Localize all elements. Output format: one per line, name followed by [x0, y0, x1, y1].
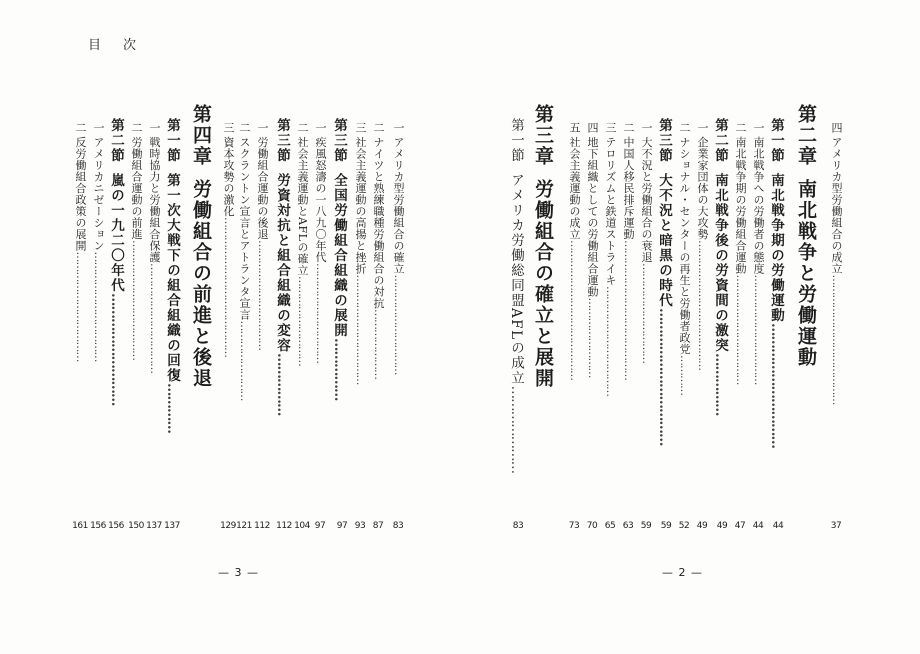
- entry-number: 二: [296, 122, 309, 134]
- entry-title: 労働組合運動の前進: [130, 136, 143, 240]
- toc-section: 第三節全国労働組合組織の展開……………: [331, 118, 347, 401]
- entry-title: 社会主義運動の成立: [568, 136, 581, 240]
- section-number: 第一節: [164, 118, 180, 163]
- section-number: 第二節: [108, 118, 124, 163]
- toc-entry: 一大不況と労働組合の衰退…………………………: [640, 122, 653, 363]
- page-number: 150: [128, 521, 144, 531]
- toc-entry: 一疾風怒濤の一八九〇年代…………………………: [314, 122, 327, 363]
- page-number: 52: [678, 521, 690, 531]
- entry-number: 一: [696, 122, 709, 134]
- toc-entry: 二スクラントン宣言とアトランタ宣言……………………: [238, 122, 251, 401]
- section-number: 第二節: [712, 118, 728, 163]
- toc-entry: 三資本攻勢の激化……………………………………: [222, 122, 235, 357]
- page-number: 112: [254, 521, 270, 531]
- page-number: 49: [716, 521, 728, 531]
- toc-entry: 二社会主義運動とAFLの確立………………………: [296, 122, 309, 366]
- entry-number: 二: [372, 122, 385, 134]
- page-number: 97: [314, 521, 326, 531]
- entry-number: 二: [678, 122, 691, 134]
- page-number: 44: [772, 521, 784, 531]
- section-number: 第一節: [508, 118, 524, 163]
- chapter-heading: [190, 104, 212, 524]
- section-title: アメリカ労働総同盟AFLの成立: [508, 173, 524, 386]
- entry-title: テロリズムと鉄道ストライキ: [604, 136, 617, 286]
- page-number: 156: [90, 521, 106, 531]
- page-number: 129: [220, 521, 236, 531]
- section-number: 第三節: [274, 118, 290, 163]
- section-number: 第三節: [331, 118, 347, 163]
- page-header: 目次: [88, 38, 159, 53]
- toc-section: 第一節アメリカ労働総同盟AFLの成立…………………: [508, 118, 524, 474]
- section-title: 大不況と暗黒の時代: [656, 173, 672, 308]
- entry-title: 資本攻勢の激化: [222, 136, 235, 217]
- section-title: 全国労働組合組織の展開: [331, 173, 347, 338]
- page-number: 44: [752, 521, 764, 531]
- toc-entry: 一アメリカ型労働組合の確立…………………………: [392, 122, 405, 375]
- chapter-heading: [795, 104, 817, 524]
- entry-number: 五: [568, 122, 581, 134]
- toc-section: 第一節第一次大戦下の組合組織の回復…………: [164, 118, 180, 433]
- toc-section: 第二節南北戦争後の労資間の激突……………: [712, 118, 728, 416]
- toc-entry: 一南北戦争への労働者の態度……………………………: [752, 122, 765, 385]
- section-title: 嵐の一九二〇年代: [108, 173, 124, 293]
- page-number: 70: [586, 521, 598, 531]
- toc-entry: 二労働組合運動の前進………………………………: [130, 122, 143, 360]
- page-number: 47: [734, 521, 746, 531]
- entry-title: ナショナル・センターの再生と労働者政党: [678, 136, 691, 355]
- toc-entry: 二ナイツと熟練職種労働組合の対抗…………………: [372, 122, 385, 379]
- section-title: 南北戦争期の労働運動: [768, 173, 784, 323]
- page-number: 63: [622, 521, 634, 531]
- page-number: 121: [236, 521, 252, 531]
- section-title: 南北戦争後の労資間の激突: [712, 173, 728, 353]
- entry-title: 大不況と労働組合の衰退: [640, 136, 653, 263]
- toc-entry: 二ナショナル・センターの再生と労働者政党…………: [678, 122, 691, 395]
- entry-title: 企業家団体の大攻勢: [696, 136, 709, 240]
- page-folio: — 2 —: [662, 566, 703, 579]
- page-number: 83: [392, 521, 404, 531]
- section-title: 第一次大戦下の組合組織の回復: [164, 173, 180, 383]
- entry-number: 一: [256, 122, 269, 134]
- chapter-number: 第二章: [795, 104, 817, 167]
- entry-title: アメリカ型労働組合の成立: [830, 136, 843, 275]
- section-number: 第一節: [768, 118, 784, 163]
- toc-entry: 一労働組合運動の後退……………………………: [256, 122, 269, 350]
- page-number: 59: [640, 521, 652, 531]
- page-number: 83: [512, 521, 524, 531]
- entry-number: 二: [74, 122, 87, 134]
- entry-title: 疾風怒濤の一八九〇年代: [314, 136, 327, 263]
- chapter-title: 労働組合の確立と展開: [532, 179, 554, 389]
- entry-number: 一: [148, 122, 161, 134]
- page-number: 97: [336, 521, 348, 531]
- page-number: 37: [830, 521, 842, 531]
- toc-entry: 二中国人移民排斥運動……………………………………: [622, 122, 635, 380]
- entry-number: 一: [752, 122, 765, 134]
- toc-entry: 二南北戦争期の労働組合運動……………………………: [734, 122, 747, 385]
- toc-section: 第二節嵐の一九二〇年代………………………: [108, 118, 124, 406]
- page-number: 49: [696, 521, 708, 531]
- toc-entry: 三社会主義運動の高揚と挫折……………………………: [354, 122, 367, 385]
- page-number: 87: [372, 521, 384, 531]
- chapter-title: 労働組合の前進と後退: [190, 179, 212, 389]
- toc-entry: 五社会主義運動の成立……………………………………: [568, 122, 581, 380]
- toc-entry: 四地下組織としての労働組合運動……………………: [586, 122, 599, 378]
- entry-title: 社会主義運動の高揚と挫折: [354, 136, 367, 275]
- page-number: 93: [354, 521, 366, 531]
- entry-number: 四: [830, 122, 843, 134]
- entry-title: 中国人移民排斥運動: [622, 136, 635, 240]
- chapter-heading: [532, 104, 554, 524]
- entry-title: 社会主義運動とAFLの確立: [296, 136, 309, 276]
- entry-title: 南北戦争期の労働組合運動: [734, 136, 747, 275]
- toc-section: 第一節南北戦争期の労働運動…………………………: [768, 118, 784, 448]
- entry-number: 二: [622, 122, 635, 134]
- entry-number: 三: [222, 122, 235, 134]
- toc-entry: 一戦時協力と労働組合保護……………………………: [148, 122, 161, 373]
- entry-number: 一: [640, 122, 653, 134]
- chapter-number: 第四章: [190, 104, 212, 167]
- entry-title: 反労働組合政策の展開: [74, 136, 87, 252]
- entry-title: アメリカニゼーション: [92, 136, 105, 252]
- page-number: 104: [294, 521, 310, 531]
- toc-entry: 二反労働組合政策の展開……………………………: [74, 122, 87, 362]
- section-number: 第三節: [656, 118, 672, 163]
- toc-entry: 四アメリカ型労働組合の成立…………………………………: [830, 122, 843, 405]
- entry-title: 労働組合運動の後退: [256, 136, 269, 240]
- entry-number: 一: [92, 122, 105, 134]
- entry-number: 三: [604, 122, 617, 134]
- page-number: 112: [276, 521, 292, 531]
- toc-entry: 三テロリズムと鉄道ストライキ……………………………: [604, 122, 617, 396]
- page-number: 137: [164, 521, 180, 531]
- page-number: 59: [660, 521, 672, 531]
- page-number: 65: [604, 521, 616, 531]
- entry-title: スクラントン宣言とアトランタ宣言: [238, 136, 251, 321]
- entry-number: 二: [130, 122, 143, 134]
- entry-title: 地下組織としての労働組合運動: [586, 136, 599, 298]
- entry-title: アメリカ型労働組合の確立: [392, 136, 405, 275]
- toc-entry: 一アメリカニゼーション……………………………: [92, 122, 105, 362]
- entry-number: 一: [392, 122, 405, 134]
- chapter-number: 第三章: [532, 104, 554, 167]
- entry-number: 二: [734, 122, 747, 134]
- page-folio: — 3 —: [218, 566, 259, 579]
- page-number: 161: [72, 521, 88, 531]
- entry-title: 戦時協力と労働組合保護: [148, 136, 161, 263]
- toc-section: 第三節労資対抗と組合組織の変容……………: [274, 118, 290, 416]
- entry-number: 一: [314, 122, 327, 134]
- toc-section: 第三節大不況と暗黒の時代……………………………: [656, 118, 672, 446]
- entry-number: 三: [354, 122, 367, 134]
- entry-number: 二: [238, 122, 251, 134]
- entry-number: 四: [586, 122, 599, 134]
- entry-title: 南北戦争への労働者の態度: [752, 136, 765, 275]
- section-title: 労資対抗と組合組織の変容: [274, 173, 290, 353]
- chapter-title: 南北戦争と労働運動: [795, 179, 817, 368]
- toc-entry: 一企業家団体の大攻勢…………………………………: [696, 122, 709, 370]
- page-number: 73: [568, 521, 580, 531]
- entry-title: ナイツと熟練職種労働組合の対抗: [372, 136, 385, 309]
- page-number: 156: [108, 521, 124, 531]
- page-number: 137: [146, 521, 162, 531]
